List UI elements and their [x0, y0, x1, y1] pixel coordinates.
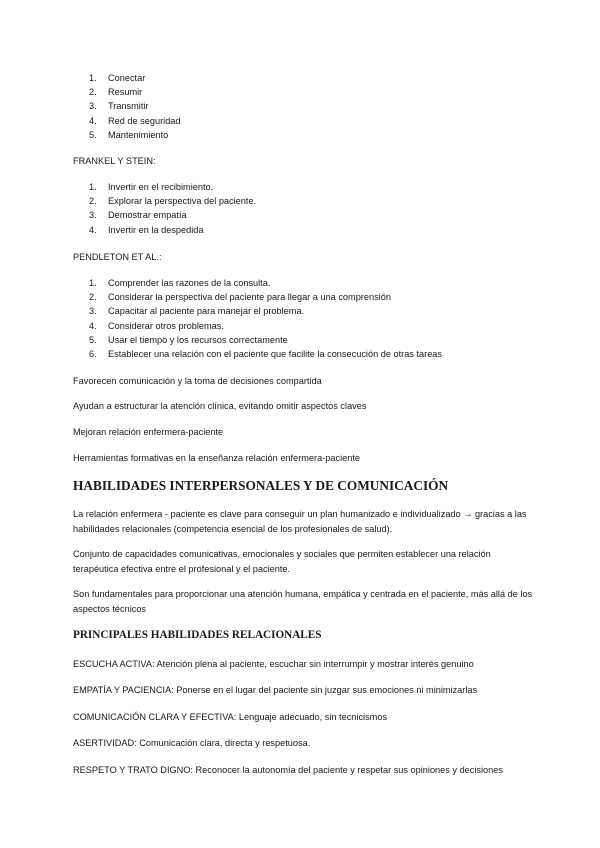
frankel-list — [89, 180, 256, 237]
list-item: 1. Conectar — [89, 73, 146, 83]
benefit-line: Favorecen comunicación y la toma de decisiones compartida — [73, 376, 322, 386]
list-item: 6. Establecer una relación con el paciente que facilite la consecución de otras tareas — [89, 348, 443, 359]
list-item: 5. Usar el tiempo y los recursos correctamente — [89, 334, 288, 345]
list-item: 1. Invertir en el recibimiento. — [89, 182, 214, 192]
list-item: 4. Considerar otros problemas. — [89, 320, 224, 331]
paragraph: Conjunto de capacidades comunicativas, emocionales y sociales que permiten establecer una relación terapéutica efectiva entre el profesional y el paciente. — [73, 549, 491, 574]
list-item: 3. Capacitar al paciente para manejar el problema. — [89, 306, 305, 317]
pendleton-list — [89, 276, 442, 361]
section-title-principales: PRINCIPALES HABILIDADES RELACIONALES — [73, 629, 322, 641]
skill-line: RESPETO Y TRATO DIGNO: Reconocer la autonomía del paciente y respetar sus opiniones y decisiones — [73, 765, 503, 775]
skill-line: EMPATÍA Y PACIENCIA: Ponerse en el lugar del paciente sin juzgar sus emociones ni minimizarlas — [73, 685, 478, 695]
section-title-interpersonal: HABILIDADES INTERPERSONALES Y DE COMUNICACIÓN — [73, 478, 449, 493]
list-item: 3. Transmitir — [89, 101, 149, 112]
list-item: 4. Invertir en la despedida — [89, 224, 204, 235]
frankel-heading: FRANKEL Y STEIN: — [73, 156, 156, 166]
skill-line: ASERTIVIDAD: Comunicación clara, directa y respetuosa. — [73, 738, 311, 748]
paragraph: Son fundamentales para proporcionar una atención humana, empática y centrada en el paciente, más allá de los aspectos técnicos — [73, 589, 533, 614]
list-item: 2. Resumir — [89, 87, 143, 98]
benefit-line: Herramientas formativas en la enseñanza relación enfermera-paciente — [73, 453, 361, 463]
paragraph: La relación enfermera - paciente es clave para conseguir un plan humanizado e individualizado → gracias a las habilidades relacionales (competencia esencial de los profesionales de salud). — [73, 509, 527, 534]
benefit-line: Ayudan a estructurar la atención clínica, evitando omitir aspectos claves — [73, 401, 367, 411]
benefit-line: Mejoran relación enfermera-paciente — [73, 427, 224, 437]
list-item: 1. Comprender las razones de la consulta. — [89, 278, 271, 288]
skill-line: COMUNICACIÓN CLARA Y EFECTIVA: Lenguaje adecuado, sin tecnicismos — [73, 712, 388, 722]
list-item: 2. Explorar la perspectiva del paciente. — [89, 196, 257, 207]
list-item: 2. Considerar la perspectiva del paciente para llegar a una comprensión — [89, 292, 391, 303]
list-item: 3. Demostrar empatía — [89, 210, 187, 221]
steps-list — [89, 71, 181, 142]
list-item: 4. Red de seguridad — [89, 115, 181, 126]
skill-line: ESCUCHA ACTIVA: Atención plena al paciente, escuchar sin interrumpir y mostrar interés genuino — [73, 659, 474, 669]
list-item: 5. Mantenimiento — [89, 129, 169, 140]
pendleton-heading: PENDLETON ET AL.: — [73, 252, 162, 262]
